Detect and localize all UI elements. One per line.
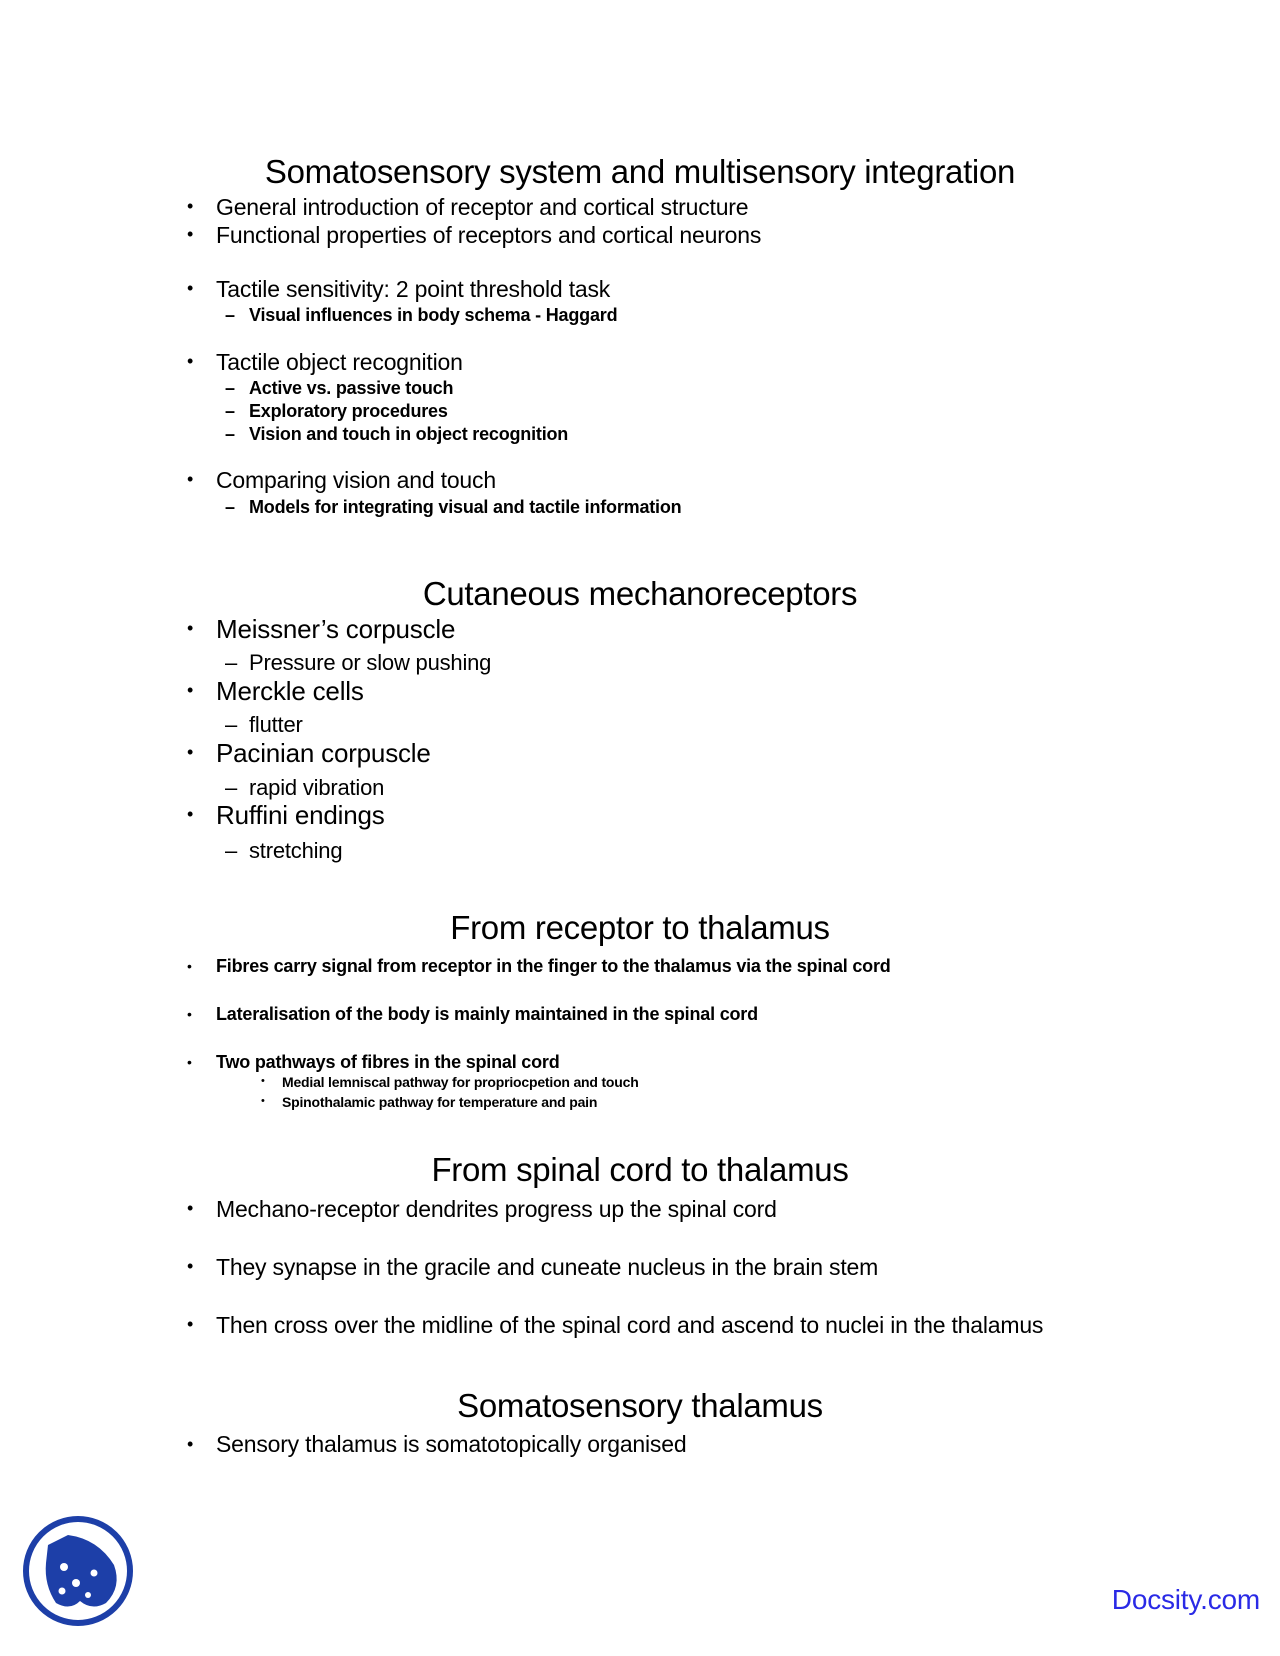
dash-marker: – — [225, 775, 238, 800]
bullet-item: Fibres carry signal from receptor in the finger to the thalamus via the spinal cord — [216, 956, 891, 976]
bullet-marker: • — [187, 351, 194, 371]
bullet-marker: • — [187, 196, 194, 216]
bullet-marker: • — [187, 1256, 194, 1276]
sub-item: stretching — [249, 838, 343, 863]
bullet-marker: • — [187, 1006, 192, 1022]
dash-marker: – — [225, 497, 236, 517]
bullet-item: Mechano-receptor dendrites progress up the spinal cord — [216, 1196, 777, 1222]
docsity-brand-link[interactable]: Docsity.com — [1111, 1584, 1260, 1615]
sub-item: Pressure or slow pushing — [249, 650, 492, 675]
dash-marker: – — [225, 712, 238, 737]
bullet-item: Tactile sensitivity: 2 point threshold task — [216, 276, 611, 302]
section-title-spinal-cord-to-thalamus: From spinal cord to thalamus — [431, 1151, 849, 1188]
bullet-marker: • — [187, 469, 194, 489]
dash-marker: – — [225, 401, 236, 421]
sub-item: Vision and touch in object recognition — [249, 424, 569, 444]
section-title-receptor-to-thalamus: From receptor to thalamus — [450, 909, 830, 946]
dash-marker: – — [225, 838, 238, 863]
docsity-logo-icon[interactable] — [22, 1515, 134, 1627]
bullet-item: They synapse in the gracile and cuneate nucleus in the brain stem — [216, 1254, 879, 1280]
bullet-item: Tactile object recognition — [216, 349, 463, 375]
bullet-item: Two pathways of fibres in the spinal cord — [216, 1052, 560, 1072]
bullet-item: Then cross over the midline of the spinal cord and ascend to nuclei in the thalamus — [216, 1312, 1044, 1338]
sub-item: Spinothalamic pathway for temperature and pain — [282, 1094, 598, 1110]
bullet-item: Pacinian corpuscle — [216, 738, 431, 768]
dash-marker: – — [225, 305, 236, 325]
dash-marker: – — [225, 424, 236, 444]
section-title-cutaneous-mechanoreceptors: Cutaneous mechanoreceptors — [422, 575, 858, 612]
sub-item: Exploratory procedures — [249, 401, 448, 421]
sub-item: Active vs. passive touch — [249, 378, 454, 398]
bullet-item: Lateralisation of the body is mainly maintained in the spinal cord — [216, 1004, 758, 1024]
bullet-marker: • — [261, 1095, 265, 1107]
bullet-marker: • — [187, 278, 194, 298]
bullet-marker: • — [187, 224, 194, 244]
sub-item: Models for integrating visual and tactile information — [249, 497, 682, 517]
bullet-item: Comparing vision and touch — [216, 467, 496, 493]
bullet-marker: • — [187, 804, 194, 824]
section-title-somatosensory-system: Somatosensory system and multisensory integration — [264, 153, 1016, 190]
bullet-marker: • — [187, 1314, 194, 1334]
bullet-item: Ruffini endings — [216, 800, 385, 830]
bullet-marker: • — [187, 618, 194, 638]
bullet-marker: • — [187, 1198, 194, 1218]
bullet-item: General introduction of receptor and cortical structure — [216, 194, 749, 220]
bullet-item: Functional properties of receptors and cortical neurons — [216, 222, 762, 248]
section-title-somatosensory-thalamus: Somatosensory thalamus — [457, 1387, 823, 1424]
sub-item: Visual influences in body schema - Haggard — [249, 305, 618, 325]
bullet-marker: • — [187, 1054, 192, 1070]
dash-marker: – — [225, 650, 238, 675]
dash-marker: – — [225, 378, 236, 398]
bullet-item: Meissner’s corpuscle — [216, 614, 456, 644]
sub-item: flutter — [249, 712, 303, 737]
sub-item: rapid vibration — [249, 775, 385, 800]
bullet-item: Sensory thalamus is somatotopically organised — [216, 1431, 687, 1457]
sub-item: Medial lemniscal pathway for propriocpetion and touch — [282, 1074, 639, 1090]
bullet-item: Merckle cells — [216, 676, 364, 706]
bullet-marker: • — [187, 958, 192, 974]
bullet-marker: • — [187, 742, 194, 762]
bullet-marker: • — [187, 680, 194, 700]
bullet-marker: • — [187, 1434, 194, 1454]
bullet-marker: • — [261, 1075, 265, 1087]
